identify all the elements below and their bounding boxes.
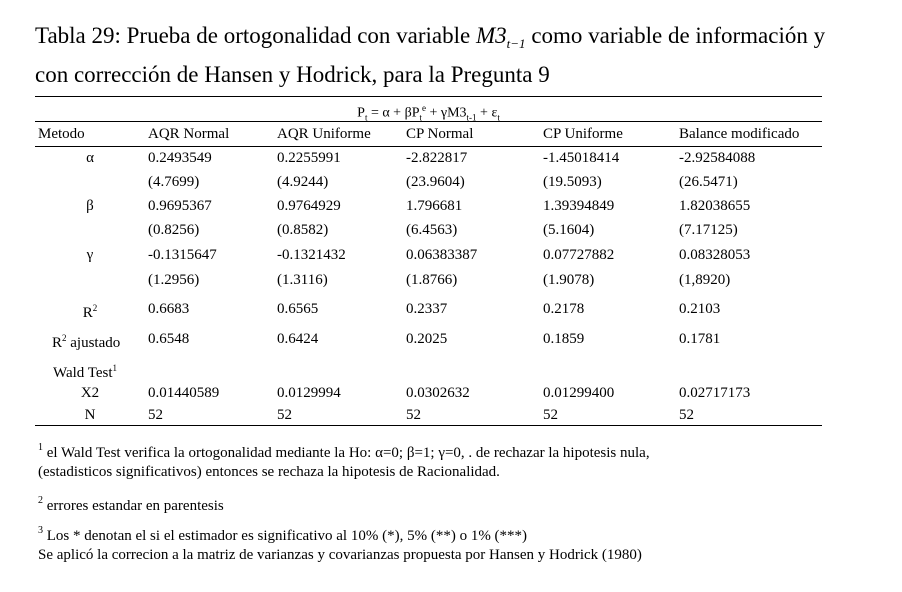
gamma-se-balance: (1,8920) [679, 272, 731, 288]
r2-cp-normal: 0.2337 [406, 301, 448, 317]
beta-se-cp-uniforme: (5.1604) [543, 222, 595, 238]
r2-aqr-normal: 0.6683 [148, 301, 190, 317]
alpha-coef-cp-uniforme: -1.45018414 [543, 150, 620, 166]
row-label-r2-ajustado: $R^2$ ajustado [52, 333, 121, 351]
alpha-se-cp-uniforme: (19.5093) [543, 174, 602, 190]
r2adj-aqr-normal: 0.6548 [148, 331, 190, 347]
r2-cp-uniforme: 0.2178 [543, 301, 585, 317]
gamma-coef-aqr-normal: -0.1315647 [148, 247, 217, 263]
header-cp-uniforme: CP Uniforme [543, 126, 623, 142]
footnote-3: $^3$ Los * denotan el si el estimador es significativo al 10% (*), 5% (**) o 1% (***) [38, 525, 528, 544]
header-cp-normal: CP Normal [406, 126, 474, 142]
beta-coef-balance: 1.82038655 [679, 198, 751, 214]
table-title [35, 20, 885, 90]
beta-se-aqr-uniforme: (0.8582) [277, 222, 329, 238]
alpha-coef-cp-normal: -2.822817 [406, 150, 468, 166]
beta-se-aqr-normal: (0.8256) [148, 222, 200, 238]
alpha-coef-balance: -2.92584088 [679, 150, 756, 166]
row-label-beta: β [86, 198, 94, 214]
footnote-1: $^1$ el Wald Test verifica la ortogonalidad mediante la Ho: α=0; β=1; γ=0, . de rechazar la hipotesis nula, [38, 442, 650, 461]
header-balance-modificado: Balance modificado [679, 126, 800, 142]
formula-rule [35, 121, 822, 122]
r2adj-cp-uniforme: 0.1859 [543, 331, 585, 347]
row-label-x2: X2 [80, 385, 100, 401]
bottom-rule [35, 425, 822, 426]
n-aqr-normal: 52 [148, 407, 163, 423]
alpha-se-cp-normal: (23.9604) [406, 174, 465, 190]
gamma-se-cp-normal: (1.8766) [406, 272, 458, 288]
header-aqr-normal: AQR Normal [148, 126, 230, 142]
alpha-se-aqr-normal: (4.7699) [148, 174, 200, 190]
gamma-coef-cp-normal: 0.06383387 [406, 247, 478, 263]
gamma-se-aqr-uniforme: (1.3116) [277, 272, 328, 288]
beta-coef-cp-normal: 1.796681 [406, 198, 463, 214]
model-formula: $P_t = \alpha + \beta P_t^e + \gamma M3_{t-1} + \varepsilon_t$ [357, 103, 500, 123]
gamma-coef-cp-uniforme: 0.07727882 [543, 247, 615, 263]
beta-coef-cp-uniforme: 1.39394849 [543, 198, 615, 214]
header-rule [35, 146, 822, 147]
x2-aqr-normal: 0.01440589 [148, 385, 220, 401]
footnote-1-continued: (estadisticos significativos) entonces se rechaza la hipotesis de Racionalidad. [38, 464, 500, 480]
footnote-2: $^2$ errores estandar en parentesis [38, 495, 224, 514]
r2adj-balance: 0.1781 [679, 331, 721, 347]
gamma-coef-balance: 0.08328053 [679, 247, 751, 263]
top-rule [35, 96, 822, 97]
title-variable: $M3_{t-1}$ [476, 23, 526, 51]
row-label-gamma: γ [86, 247, 94, 263]
alpha-coef-aqr-normal: 0.2493549 [148, 150, 212, 166]
beta-coef-aqr-normal: 0.9695367 [148, 198, 212, 214]
title-prefix: Tabla 29: Prueba de ortogonalidad con variable [35, 23, 476, 48]
title-suffix: como variable de información y [525, 23, 826, 48]
header-metodo: Metodo [38, 126, 85, 142]
x2-cp-uniforme: 0.01299400 [543, 385, 615, 401]
footnote-4: Se aplicó la correcion a la matriz de varianzas y covarianzas propuesta por Hansen y Hodrick (1980) [38, 547, 642, 563]
row-label-n: N [84, 407, 96, 423]
n-aqr-uniforme: 52 [277, 407, 292, 423]
gamma-se-cp-uniforme: (1.9078) [543, 272, 595, 288]
alpha-se-aqr-uniforme: (4.9244) [277, 174, 329, 190]
title-line2: con corrección de Hansen y Hodrick, para la Pregunta 9 [35, 62, 550, 87]
row-label-alpha: α [86, 150, 94, 166]
gamma-se-aqr-normal: (1.2956) [148, 272, 200, 288]
alpha-se-balance: (26.5471) [679, 174, 738, 190]
n-balance: 52 [679, 407, 694, 423]
gamma-coef-aqr-uniforme: -0.1321432 [277, 247, 346, 263]
beta-coef-aqr-uniforme: 0.9764929 [277, 198, 341, 214]
n-cp-normal: 52 [406, 407, 421, 423]
n-cp-uniforme: 52 [543, 407, 558, 423]
alpha-coef-aqr-uniforme: 0.2255991 [277, 150, 341, 166]
r2-balance: 0.2103 [679, 301, 721, 317]
header-aqr-uniforme: AQR Uniforme [277, 126, 371, 142]
r2adj-aqr-uniforme: 0.6424 [277, 331, 319, 347]
row-label-wald-test: Wald Test$^1$ [53, 363, 118, 381]
x2-cp-normal: 0.0302632 [406, 385, 470, 401]
row-label-r2: $R^2$ [82, 303, 98, 321]
beta-se-cp-normal: (6.4563) [406, 222, 458, 238]
r2-aqr-uniforme: 0.6565 [277, 301, 319, 317]
beta-se-balance: (7.17125) [679, 222, 738, 238]
x2-aqr-uniforme: 0.0129994 [277, 385, 341, 401]
x2-balance: 0.02717173 [679, 385, 751, 401]
r2adj-cp-normal: 0.2025 [406, 331, 448, 347]
